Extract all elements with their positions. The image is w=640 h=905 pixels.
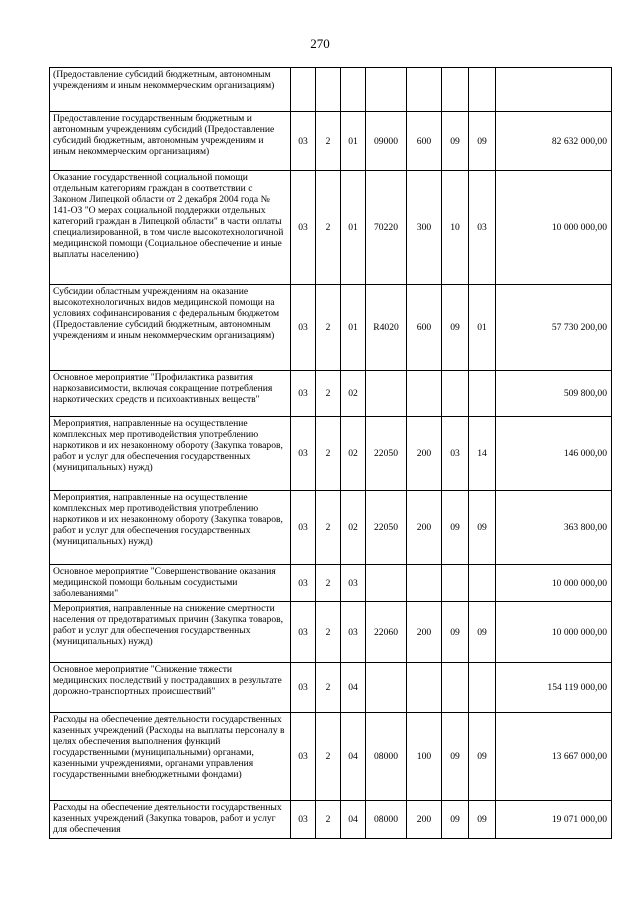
amount: 509 800,00	[496, 371, 612, 417]
expense-type-code: 200	[407, 417, 442, 491]
direction-code: R4020	[366, 285, 407, 371]
activity-code: 03	[341, 565, 366, 602]
program-code: 03	[291, 171, 316, 285]
row-description: Оказание государственной социальной помощи отдельным категориям граждан в соответствии с Законом Липецкой области от 2 декабря 2004 года № 141-ОЗ "О мерах социальной поддержки отдельных категорий граждан в Липецкой области" в части оплаты специализированной, в том числе высокотехнологичной медицинской помощи (Социальное обеспечение и иные выплаты населению)	[50, 171, 291, 285]
direction-code: 22060	[366, 602, 407, 663]
amount: 57 730 200,00	[496, 285, 612, 371]
subprogram-code	[316, 68, 341, 112]
subprogram-code: 2	[316, 713, 341, 801]
expense-type-code	[407, 371, 442, 417]
direction-code: 08000	[366, 713, 407, 801]
program-code: 03	[291, 371, 316, 417]
program-code: 03	[291, 112, 316, 171]
row-description: Предоставление государственным бюджетным и автономным учреждениям субсидий (Предоставление субсидий бюджетным, автономным учреждениям и иным некоммерческим организациям)	[50, 112, 291, 171]
amount: 10 000 000,00	[496, 602, 612, 663]
program-code: 03	[291, 565, 316, 602]
expense-type-code: 300	[407, 171, 442, 285]
amount: 13 667 000,00	[496, 713, 612, 801]
row-description: (Предоставление субсидий бюджетным, автономным учреждениям и иным некоммерческим организациям)	[50, 68, 291, 112]
row-description: Основное мероприятие "Профилактика развития наркозависимости, включая сокращение потребления наркотических средств и психоактивных веществ"	[50, 371, 291, 417]
activity-code: 01	[341, 112, 366, 171]
subsection-code	[469, 663, 496, 713]
subprogram-code: 2	[316, 371, 341, 417]
activity-code: 02	[341, 491, 366, 565]
activity-code: 02	[341, 417, 366, 491]
direction-code: 22050	[366, 491, 407, 565]
subsection-code: 09	[469, 491, 496, 565]
subsection-code: 14	[469, 417, 496, 491]
row-description: Основное мероприятие "Снижение тяжести медицинских последствий у пострадавших в результате дорожно-транспортных происшествий"	[50, 663, 291, 713]
row-description: Основное мероприятие "Совершенствование оказания медицинской помощи больным сосудистыми заболеваниями"	[50, 565, 291, 602]
activity-code: 04	[341, 713, 366, 801]
amount: 10 000 000,00	[496, 565, 612, 602]
section-code: 09	[442, 112, 469, 171]
program-code: 03	[291, 801, 316, 839]
section-code: 09	[442, 602, 469, 663]
subprogram-code: 2	[316, 491, 341, 565]
program-code: 03	[291, 602, 316, 663]
amount: 146 000,00	[496, 417, 612, 491]
subsection-code	[469, 68, 496, 112]
row-description: Мероприятия, направленные на осуществление комплексных мер противодействия употреблению наркотиков и их незаконному обороту (Закупка товаров, работ и услуг для обеспечения государственных (муниципальных) нужд)	[50, 417, 291, 491]
section-code	[442, 663, 469, 713]
expense-type-code: 600	[407, 112, 442, 171]
section-code: 09	[442, 285, 469, 371]
subprogram-code: 2	[316, 663, 341, 713]
expense-type-code	[407, 663, 442, 713]
row-description: Мероприятия, направленные на снижение смертности населения от предотвратимых причин (Закупка товаров, работ и услуг для обеспечения государственных (муниципальных) нужд)	[50, 602, 291, 663]
subsection-code: 09	[469, 713, 496, 801]
table-row	[50, 112, 612, 171]
program-code: 03	[291, 417, 316, 491]
row-description: Расходы на обеспечение деятельности государственных казенных учреждений (Закупка товаров, работ и услуг для обеспечения	[50, 801, 291, 839]
subprogram-code: 2	[316, 171, 341, 285]
expense-type-code: 200	[407, 801, 442, 839]
expense-type-code	[407, 68, 442, 112]
program-code: 03	[291, 491, 316, 565]
amount: 154 119 000,00	[496, 663, 612, 713]
direction-code	[366, 68, 407, 112]
subsection-code: 01	[469, 285, 496, 371]
subprogram-code: 2	[316, 565, 341, 602]
row-description: Мероприятия, направленные на осуществление комплексных мер противодействия употреблению наркотиков и их незаконному обороту (Закупка товаров, работ и услуг для обеспечения государственных (муниципальных) нужд)	[50, 491, 291, 565]
expense-type-code: 200	[407, 602, 442, 663]
table-row	[50, 68, 612, 112]
table-row	[50, 417, 612, 491]
row-description: Расходы на обеспечение деятельности государственных казенных учреждений (Расходы на выплаты персоналу в целях обеспечения выполнения функций государственными (муниципальными) органами, казенными учреждениями, органами управления государственными внебюджетными фондами)	[50, 713, 291, 801]
table-row	[50, 602, 612, 663]
amount: 363 800,00	[496, 491, 612, 565]
amount: 10 000 000,00	[496, 171, 612, 285]
activity-code: 02	[341, 371, 366, 417]
expense-type-code	[407, 565, 442, 602]
subprogram-code: 2	[316, 801, 341, 839]
subsection-code: 09	[469, 602, 496, 663]
subsection-code: 09	[469, 112, 496, 171]
activity-code	[341, 68, 366, 112]
subsection-code	[469, 565, 496, 602]
amount: 82 632 000,00	[496, 112, 612, 171]
direction-code	[366, 371, 407, 417]
activity-code: 04	[341, 801, 366, 839]
activity-code: 03	[341, 602, 366, 663]
expense-type-code: 200	[407, 491, 442, 565]
subprogram-code: 2	[316, 112, 341, 171]
program-code: 03	[291, 285, 316, 371]
subprogram-code: 2	[316, 285, 341, 371]
expense-type-code: 600	[407, 285, 442, 371]
program-code: 03	[291, 713, 316, 801]
section-code: 03	[442, 417, 469, 491]
table-row	[50, 171, 612, 285]
amount	[496, 68, 612, 112]
subsection-code	[469, 371, 496, 417]
section-code	[442, 371, 469, 417]
section-code: 09	[442, 713, 469, 801]
table-row	[50, 801, 612, 839]
section-code	[442, 68, 469, 112]
program-code	[291, 68, 316, 112]
subprogram-code: 2	[316, 417, 341, 491]
program-code: 03	[291, 663, 316, 713]
direction-code	[366, 663, 407, 713]
budget-table	[49, 67, 612, 839]
activity-code: 01	[341, 171, 366, 285]
direction-code: 09000	[366, 112, 407, 171]
subprogram-code: 2	[316, 602, 341, 663]
section-code: 09	[442, 801, 469, 839]
section-code: 10	[442, 171, 469, 285]
direction-code	[366, 565, 407, 602]
table-row	[50, 285, 612, 371]
row-description: Субсидии областным учреждениям на оказание высокотехнологичных видов медицинской помощи на условиях софинансирования с федеральным бюджетом (Предоставление субсидий бюджетным, автономным учреждениям и иным некоммерческим организациям)	[50, 285, 291, 371]
direction-code: 70220	[366, 171, 407, 285]
table-row	[50, 491, 612, 565]
subsection-code: 03	[469, 171, 496, 285]
activity-code: 04	[341, 663, 366, 713]
direction-code: 08000	[366, 801, 407, 839]
activity-code: 01	[341, 285, 366, 371]
section-code	[442, 565, 469, 602]
subsection-code: 09	[469, 801, 496, 839]
table-row	[50, 663, 612, 713]
amount: 19 071 000,00	[496, 801, 612, 839]
expense-type-code: 100	[407, 713, 442, 801]
section-code: 09	[442, 491, 469, 565]
table-row	[50, 565, 612, 602]
page-number: 270	[310, 36, 330, 51]
table-row	[50, 371, 612, 417]
direction-code: 22050	[366, 417, 407, 491]
table-row	[50, 713, 612, 801]
